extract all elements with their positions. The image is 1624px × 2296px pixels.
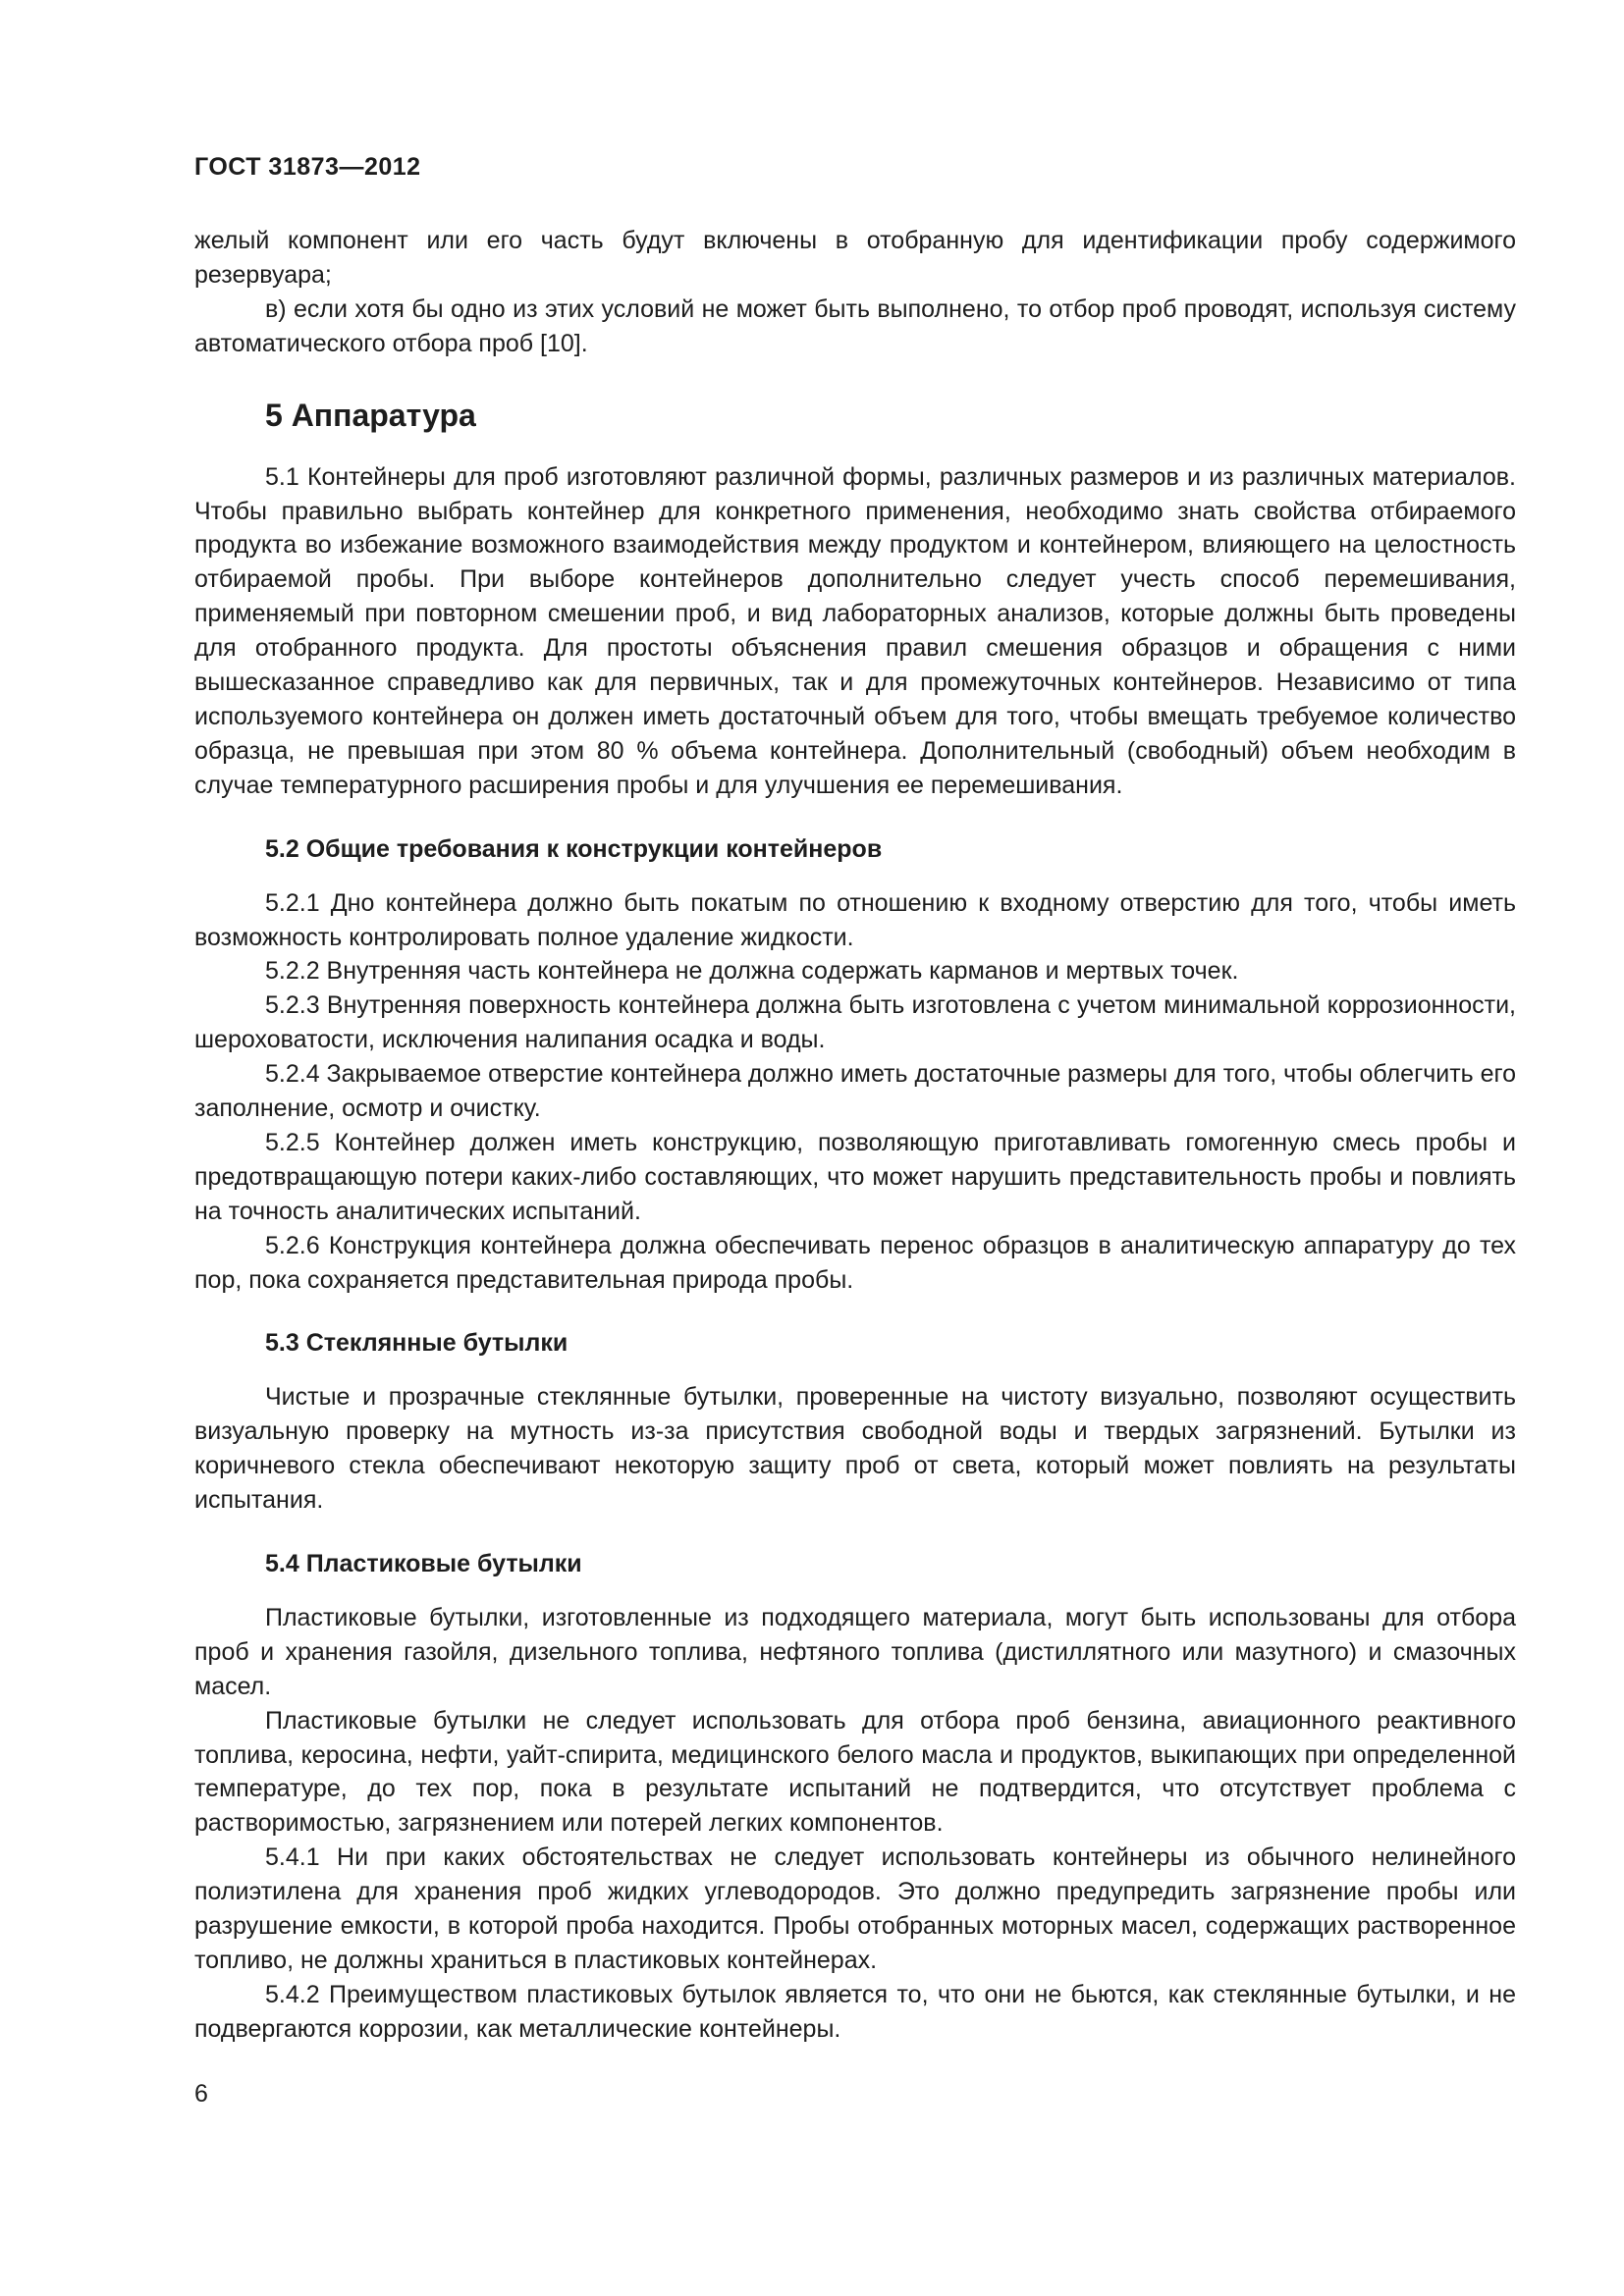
intro-paragraph-continuation: желый компонент или его часть будут включены в отобранную для идентификации пробу содержимого резервуара;: [194, 227, 1516, 289]
intro-paragraph-item-v: в) если хотя бы одно из этих условий не может быть выполнено, то отбор проб проводят, используя систему автоматического отбора проб [10].: [194, 294, 1516, 357]
document-code-header: ГОСТ 31873—2012: [194, 153, 421, 181]
section-5-2-heading: 5.2 Общие требования к конструкции контейнеров: [265, 834, 883, 863]
clause-5-2-3: 5.2.3 Внутренняя поверхность контейнера должна быть изготовлена с учетом минимальной коррозионности, шероховатости, исключения налипания осадка и воды.: [194, 991, 1516, 1054]
section-5-3-heading: 5.3 Стеклянные бутылки: [265, 1329, 568, 1358]
clause-5-4-2: 5.4.2 Преимуществом пластиковых бутылок является то, что они не бьются, как стеклянные бутылки, и не подвергаются коррозии, как металлические контейнеры.: [194, 1980, 1516, 2043]
clause-5-2-4: 5.2.4 Закрываемое отверстие контейнера должно иметь достаточные размеры для того, чтобы облегчить его заполнение, осмотр и очистку.: [194, 1060, 1516, 1123]
clause-5-2-2: 5.2.2 Внутренняя часть контейнера не должна содержать карманов и мертвых точек.: [265, 957, 1239, 986]
clause-5-1: 5.1 Контейнеры для проб изготовляют различной формы, различных размеров и из различных материалов. Чтобы правильно выбрать контейнер для конкретного применения, необходимо знать свойства отбираемого продукта во избежание возможного взаимодействия между продуктом и контейнером, влияющего на целостность отбираемой пробы. При выборе контейнеров дополнительно следует учесть способ перемешивания, применяемый при повторном смешении проб, и вид лабораторных анализов, которые должны быть проведены для отобранного продукта. Для простоты объяснения правил смешения образцов и обращения с ними вышесказанное справедливо как для первичных, так и для промежуточных контейнеров. Независимо от типа используемого контейнера он должен иметь достаточный объем для того, чтобы вмещать требуемое количество образца, не превышая при этом 80 % объема контейнера. Дополнительный (свободный) объем необходим в случае температурного расширения пробы и для улучшения ее перемешивания.: [194, 462, 1516, 799]
section-5-heading: 5 Аппаратура: [265, 397, 476, 433]
clause-5-4-paragraph-1: Пластиковые бутылки, изготовленные из подходящего материала, могут быть использованы для отбора проб и хранения газойля, дизельного топлива, нефтяного топлива (дистиллятного или мазутного) и смазочных масел.: [194, 1603, 1516, 1700]
page-number: 6: [194, 2080, 208, 2108]
clause-5-3-paragraph: Чистые и прозрачные стеклянные бутылки, проверенные на чистоту визуально, позволяют осуществить визуальную проверку на мутность из-за присутствия свободной воды и твердых загрязнений. Бутылки из коричневого стекла обеспечивают некоторую защиту проб от света, который может повлиять на результаты испытания.: [194, 1383, 1516, 1515]
clause-5-4-paragraph-2: Пластиковые бутылки не следует использовать для отбора проб бензина, авиационного реактивного топлива, керосина, нефти, уайт-спирита, медицинского белого масла и продуктов, выкипающих при определенной температуре, до тех пор, пока в результате испытаний не подтвердится, что отсутствует проблема с растворимостью, загрязнением или потерей легких компонентов.: [194, 1706, 1516, 1838]
section-5-4-heading: 5.4 Пластиковые бутылки: [265, 1550, 582, 1577]
document-body: [194, 224, 1516, 2047]
clause-5-4-1: 5.4.1 Ни при каких обстоятельствах не следует использовать контейнеры из обычного нелинейного полиэтилена для хранения проб жидких углеводородов. Это должно предупредить загрязнение пробы или разрушение емкости, в которой проба находится. Пробы отобранных моторных масел, содержащих растворенное топливо, не должны храниться в пластиковых контейнерах.: [194, 1843, 1516, 1974]
clause-5-2-5: 5.2.5 Контейнер должен иметь конструкцию, позволяющую приготавливать гомогенную смесь пробы и предотвращающую потери каких-либо составляющих, что может нарушить представительность пробы и повлиять на точность аналитических испытаний.: [194, 1128, 1516, 1225]
clause-5-2-6: 5.2.6 Конструкция контейнера должна обеспечивать перенос образцов в аналитическую аппаратуру до тех пор, пока сохраняется представительная природа пробы.: [194, 1231, 1516, 1294]
clause-5-2-1: 5.2.1 Дно контейнера должно быть покатым по отношению к входному отверстию для того, чтобы иметь возможность контролировать полное удаление жидкости.: [194, 888, 1516, 951]
